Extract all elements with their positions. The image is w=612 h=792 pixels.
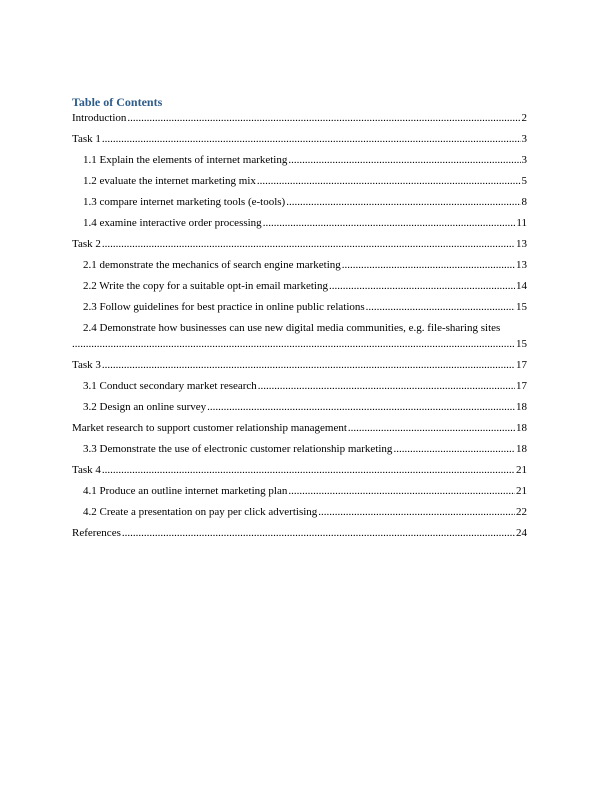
toc-entry-text: 3.2 Design an online survey [83, 401, 207, 413]
table-of-contents [72, 95, 527, 548]
toc-leader-dots [288, 154, 520, 167]
toc-leader-dots [258, 380, 515, 393]
toc-entry-text: Task 3 [72, 359, 101, 371]
toc-entry-text: 4.1 Produce an outline internet marketing plan [83, 485, 288, 497]
toc-leader-dots [102, 464, 515, 477]
toc-entry-text: 1.3 compare internet marketing tools (e-tools) [83, 196, 286, 208]
toc-entry[interactable] [72, 443, 527, 456]
toc-leader-dots [263, 217, 516, 230]
toc-entry-page: 13 [516, 259, 527, 271]
toc-entry-text: Market research to support customer relationship management [72, 422, 347, 434]
toc-leader-dots [102, 359, 515, 372]
toc-entry-page: 21 [516, 485, 527, 497]
toc-entry-page: 11 [516, 217, 527, 229]
toc-entry[interactable] [72, 259, 527, 272]
toc-entry[interactable] [72, 112, 527, 125]
toc-entry[interactable] [72, 506, 527, 519]
toc-title: Table of Contents [72, 95, 163, 109]
toc-entry-page: 21 [516, 464, 527, 476]
toc-entry[interactable] [72, 380, 527, 393]
toc-leader-dots [102, 238, 515, 251]
toc-entry[interactable] [72, 133, 527, 146]
toc-entry[interactable] [72, 464, 527, 477]
toc-entry-page: 18 [516, 401, 527, 413]
toc-entry[interactable] [72, 422, 527, 435]
toc-entry-text: Task 1 [72, 133, 101, 145]
toc-entry-page: 24 [516, 527, 527, 539]
toc-entry[interactable] [72, 238, 527, 251]
toc-leader-dots [348, 422, 515, 435]
toc-entry-text: 3.1 Conduct secondary market research [83, 380, 257, 392]
toc-entry-text: 1.2 evaluate the internet marketing mix [83, 175, 256, 187]
toc-entry-text: Task 2 [72, 238, 101, 250]
toc-entry-text: Task 4 [72, 464, 101, 476]
toc-leader-dots [127, 112, 520, 125]
toc-entry[interactable] [72, 280, 527, 293]
toc-entry-text: Introduction [72, 112, 127, 124]
toc-entry-page: 5 [521, 175, 527, 187]
toc-entry[interactable] [72, 217, 527, 230]
toc-entry-page: 18 [516, 422, 527, 434]
toc-entry[interactable] [72, 196, 527, 209]
toc-leader-dots [288, 485, 515, 498]
toc-leader-dots [72, 338, 515, 351]
toc-entry-text: 4.2 Create a presentation on pay per click advertising [83, 506, 318, 518]
toc-entry-text: 1.1 Explain the elements of internet marketing [83, 154, 288, 166]
toc-entry[interactable] [72, 401, 527, 414]
toc-entry-page: 3 [521, 133, 527, 145]
toc-leader-dots [207, 401, 515, 414]
toc-entry-page: 13 [516, 238, 527, 250]
toc-leader-dots [329, 280, 515, 293]
toc-leader-dots [318, 506, 515, 519]
toc-leader-dots [102, 133, 521, 146]
toc-leader-dots [366, 301, 515, 314]
toc-entry[interactable] [72, 154, 527, 167]
toc-entry-text: References [72, 527, 121, 539]
toc-entry[interactable] [72, 322, 527, 351]
toc-entry-text: 2.4 Demonstrate how businesses can use new digital media communities, e.g. file-sharing sites [83, 322, 501, 334]
toc-entry-page: 3 [521, 154, 527, 166]
toc-leader-dots [257, 175, 521, 188]
toc-entry[interactable] [72, 359, 527, 372]
toc-entry-page: 17 [516, 359, 527, 371]
toc-entry-page: 18 [516, 443, 527, 455]
toc-leader-dots [286, 196, 520, 209]
toc-entry[interactable] [72, 485, 527, 498]
toc-entry-page: 22 [516, 506, 527, 518]
toc-entry-text: 2.2 Write the copy for a suitable opt-in email marketing [83, 280, 328, 292]
toc-entry-text: 2.3 Follow guidelines for best practice in online public relations [83, 301, 365, 313]
toc-entry-text: 1.4 examine interactive order processing [83, 217, 262, 229]
toc-entry[interactable] [72, 175, 527, 188]
toc-entry[interactable] [72, 527, 527, 540]
toc-entry-page: 15 [516, 301, 527, 313]
toc-entry-page: 8 [521, 196, 527, 208]
toc-entry[interactable] [72, 301, 527, 314]
toc-entry-page: 2 [521, 112, 527, 124]
toc-leader-dots [122, 527, 515, 540]
toc-leader-dots [393, 443, 515, 456]
toc-entry-page: 15 [516, 338, 527, 350]
toc-entry-text: 2.1 demonstrate the mechanics of search engine marketing [83, 259, 341, 271]
toc-leader-dots [342, 259, 515, 272]
toc-entry-text: 3.3 Demonstrate the use of electronic customer relationship marketing [83, 443, 393, 455]
toc-entry-page: 17 [516, 380, 527, 392]
toc-entry-page: 14 [516, 280, 527, 292]
